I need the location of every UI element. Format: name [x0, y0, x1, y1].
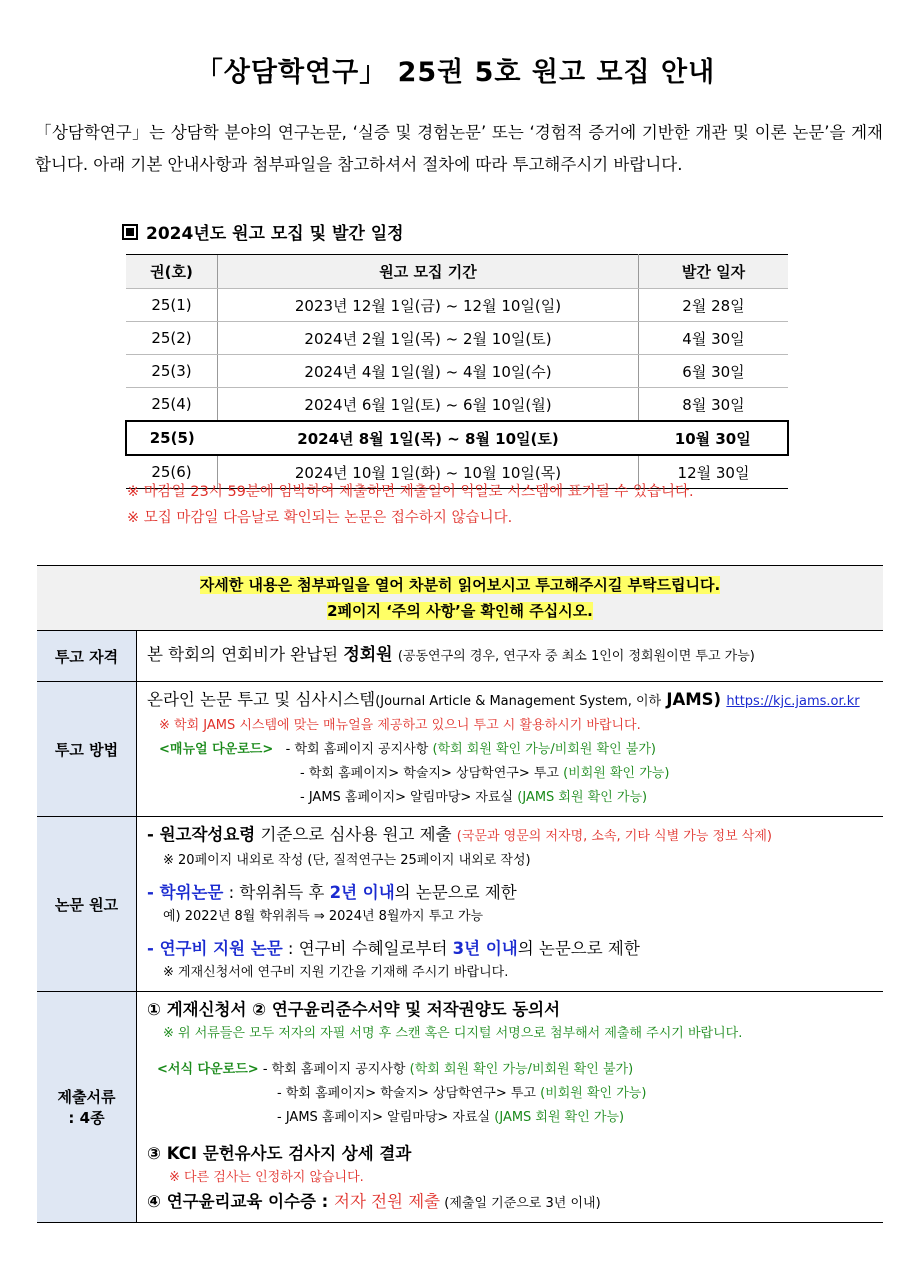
table-row: 25(4) 2024년 6월 1일(토) ~ 6월 10일(월) 8월 30일	[126, 388, 788, 422]
col-header: 권(호)	[126, 255, 218, 289]
row-label: 투고 자격	[37, 631, 137, 682]
info-table	[37, 565, 883, 1223]
schedule-notes	[127, 479, 694, 531]
table-row: 25(1) 2023년 12월 1일(금) ~ 12월 10일(일) 2월 28일	[126, 289, 788, 322]
jams-link[interactable]: https://kjc.jams.or.kr	[726, 694, 860, 709]
table-row: 25(6) 2024년 10월 1일(화) ~ 10월 10일(목) 12월 30일	[126, 455, 788, 489]
banner-line: 자세한 내용은 첨부파일을 열어 차분히 읽어보시고 투고해주시길 부탁드립니다.	[199, 576, 721, 594]
intro-paragraph: 「상담학연구」는 상담학 분야의 연구논문, ‘실증 및 경험논문’ 또는 ‘경험적 증거에 기반한 개관 및 이론 논문’을 게재합니다. 아래 기본 안내사항과 첨부파일을 참고하셔서 절차에 따라 투고해주시기 바랍니다.	[35, 123, 883, 174]
banner-line: 2페이지 ‘주의 사항’을 확인해 주십시오.	[327, 602, 593, 620]
page-title: 「상담학연구」 25권 5호 원고 모집 안내	[195, 57, 716, 88]
row-label: 논문 원고	[37, 817, 137, 992]
row-label: 제출서류 : 4종	[37, 992, 137, 1223]
eligibility-row: 투고 자격 본 학회의 연회비가 완납된 정회원 (공동연구의 경우, 연구자 중 최소 1인이 정회원이면 투고 가능)	[37, 631, 883, 682]
info-banner	[37, 566, 883, 631]
table-row: 25(2) 2024년 2월 1일(목) ~ 2월 10일(토) 4월 30일	[126, 322, 788, 355]
note-line: ※ 모집 마감일 다음날로 확인되는 논문은 접수하지 않습니다.	[127, 510, 513, 526]
table-row: 25(3) 2024년 4월 1일(월) ~ 4월 10일(수) 6월 30일	[126, 355, 788, 388]
note-line: ※ 마감일 23시 59분에 임박하여 제출하면 제출일이 익일로 시스템에 표기될 수 있습니다.	[127, 484, 694, 500]
regular-member: 정회원	[343, 645, 393, 665]
documents-row: 제출서류 : 4종 ① 게재신청서 ② 연구윤리준수서약 및 저작권양도 동의서 ※ 위 서류들은 모두 저자의 자필 서명 후 스캔 혹은 디지털 서명으로 첨부해서 제출해 주시기 바랍니다. <서식 다운로드> - 학회 홈페이지 공지사항 (학회 회원 확인 가능/비회원 확인 불가) - 학회 홈페이지> 학술지> 상담학연구> 투고 (비회원 확인 가능) - JAMS 홈페이지> 알림마당> 자료실 (JAMS 회원 확인 가능) ③ KCI 문헌유사도 검사지 상세 결과 ※ 다른 검사는 인정하지 않습니다. ④ 연구윤리교육 이수증 : 저자 전원 제출 (제출일 기준으로 3년 이내)	[37, 992, 883, 1223]
row-label: 투고 방법	[37, 682, 137, 817]
col-header: 발간 일자	[639, 255, 789, 289]
method-row: 투고 방법 온라인 논문 투고 및 심사시스템(Journal Article & Management System, 이하 JAMS) https://kjc.jams.or.kr ※ 학회 JAMS 시스템에 맞는 매뉴얼을 제공하고 있으니 투고 시 활용하시기 바랍니다. <매뉴얼 다운로드> - 학회 홈페이지 공지사항 (학회 회원 확인 가능/비회원 확인 불가) - 학회 홈페이지> 학술지> 상담학연구> 투고 (비회원 확인 가능) - JAMS 홈페이지> 알림마당> 자료실 (JAMS 회원 확인 가능)	[37, 682, 883, 817]
col-header: 원고 모집 기간	[218, 255, 639, 289]
schedule-heading: 2024년도 원고 모집 및 발간 일정	[122, 219, 404, 244]
square-bullet-icon	[122, 224, 138, 240]
manuscript-row: 논문 원고 - 원고작성요령 기준으로 심사용 원고 제출 (국문과 영문의 저자명, 소속, 기타 식별 가능 정보 삭제) ※ 20페이지 내외로 작성 (단, 질적연구는 25페이지 내외로 작성) - 학위논문 : 학위취득 후 2년 이내의 논문으로 제한 예) 2022년 8월 학위취득 ⇒ 2024년 8월까지 투고 가능 - 연구비 지원 논문 : 연구비 수혜일로부터 3년 이내의 논문으로 제한 ※ 게재신청서에 연구비 지원 기간을 기재해 주시기 바랍니다.	[37, 817, 883, 992]
schedule-table	[125, 254, 789, 489]
form-download-label: <서식 다운로드>	[157, 1062, 259, 1077]
manual-download-label: <매뉴얼 다운로드>	[159, 742, 274, 757]
table-row-highlighted: 25(5) 2024년 8월 1일(목) ~ 8월 10일(토) 10월 30일	[126, 421, 788, 455]
